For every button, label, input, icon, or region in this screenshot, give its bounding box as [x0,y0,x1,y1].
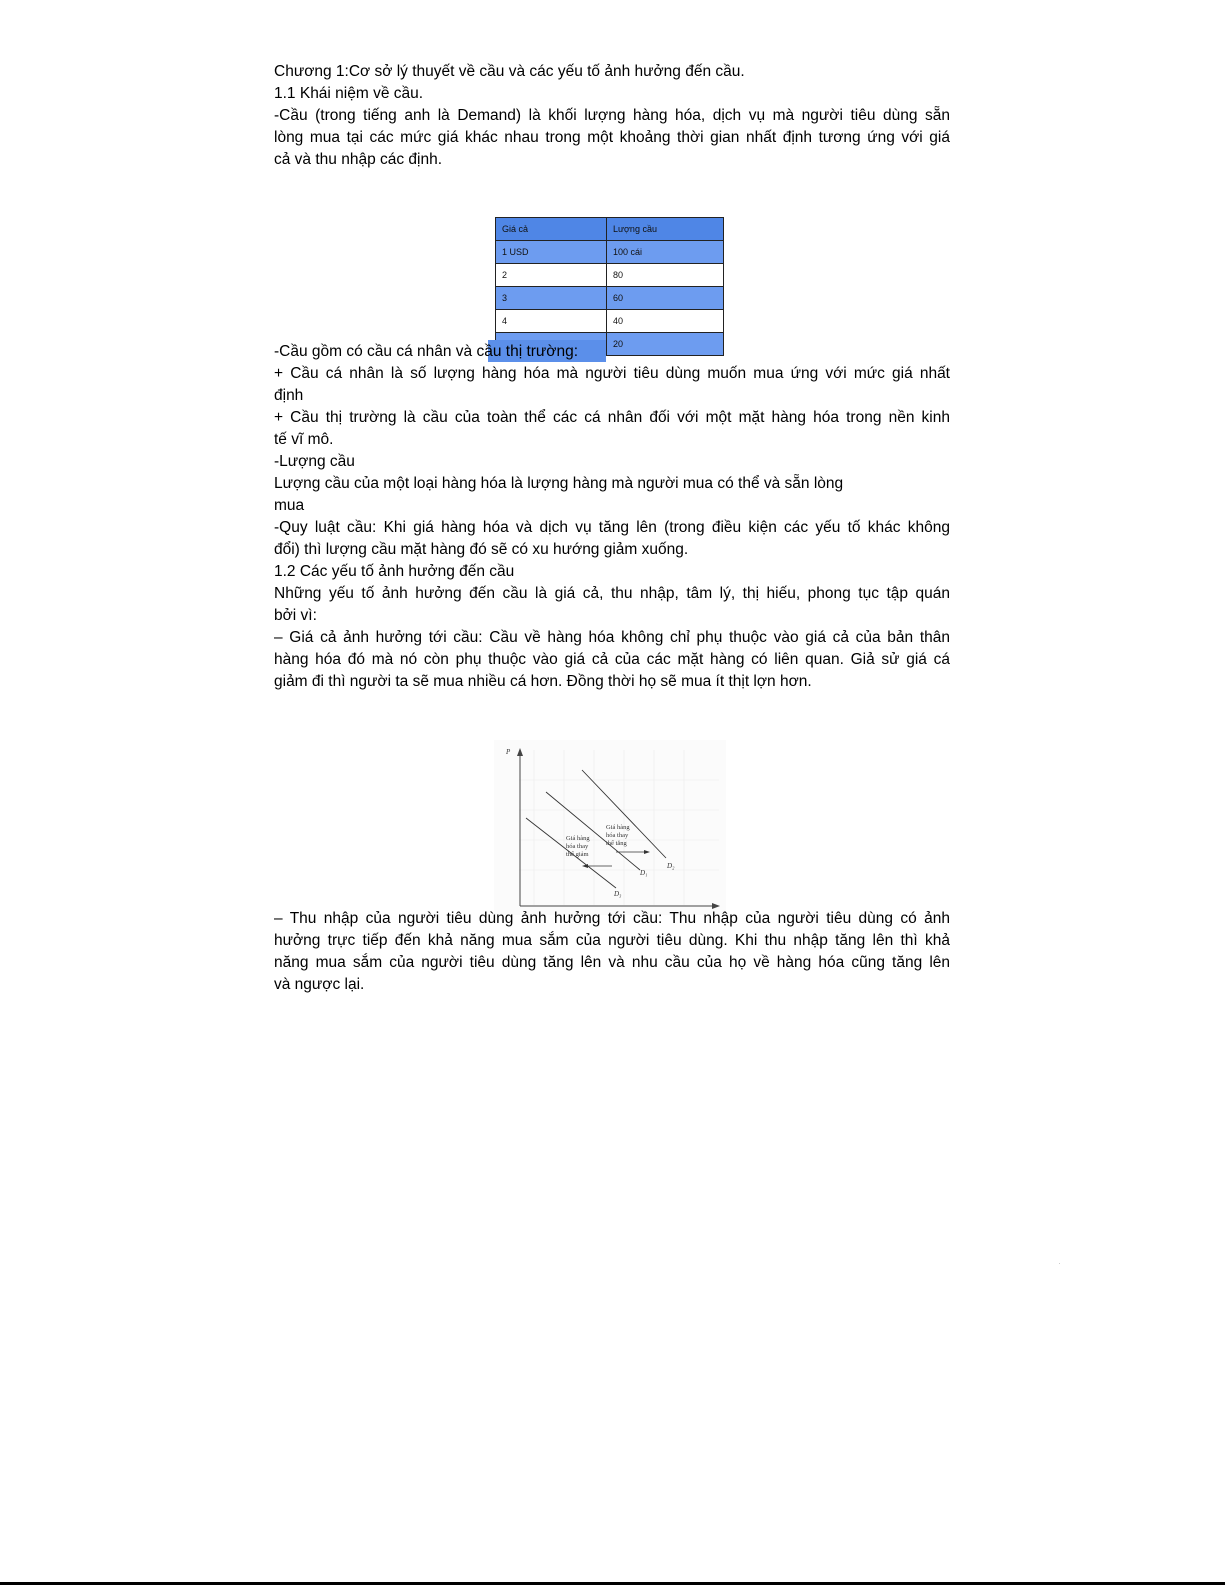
table-header-row [496,218,724,241]
quantity-demanded-line-1: Lượng cầu của một loại hàng hóa là lượng hàng mà người mua có thể và sẵn lòng [274,475,844,492]
table-cell: 20 [607,333,724,356]
table-cell: 40 [607,310,724,333]
curve-label-d1: D₁ [640,869,648,877]
individual-demand-line-1: + Cầu cá nhân là số lượng hàng hóa mà người tiêu dùng muốn mua ứng với mức giá nhất [274,365,950,382]
market-demand-line-2: tế vĩ mô. [274,431,334,448]
quantity-demanded-line-2: mua [274,497,305,514]
paragraph-definition-line-2: lòng mua tại các mức giá khác nhau trong một khoảng thời gian nhất định tương ứng với giá [274,129,950,146]
table-cell: 100 cái [607,241,724,264]
law-of-demand-line-2: đổi) thì lượng cầu mặt hàng đó sẽ có xu hướng giảm xuống. [274,541,689,558]
label-increase-3: thế tăng [606,840,627,847]
table-cell: 2 [496,264,607,287]
header-price: Giá cả [496,218,607,241]
price-factor-line-1: – Giá cả ảnh hưởng tới cầu: Cầu về hàng hóa không chỉ phụ thuộc vào giá cả của bản thân [274,629,950,646]
section-1-2-title: 1.2 Các yếu tố ảnh hưởng đến cầu [274,563,515,580]
law-of-demand-line-1: -Quy luật cầu: Khi giá hàng hóa và dịch vụ tăng lên (trong điều kiện các yếu tố khác không [274,519,950,536]
price-factor-line-2: hàng hóa đó mà nó còn phụ thuộc vào giá cả của các mặt hàng có liên quan. Giả sử giá cá [274,651,950,668]
section-1-1-title: 1.1 Khái niệm về cầu. [274,85,424,102]
curve-label-d2: D₂ [667,862,675,870]
income-factor-line-2: hưởng trực tiếp đến khả năng mua sắm của người tiêu dùng. Khi thu nhập tăng lên thì khả [274,932,950,949]
curve-label-d3: D₃ [614,890,622,898]
chapter-heading: Chương 1:Cơ sở lý thuyết về cầu và các yếu tố ảnh hưởng đến cầu. [274,63,745,80]
table-row [496,310,724,333]
demand-shift-svg [494,740,726,915]
demand-shift-diagram [494,740,726,915]
income-factor-line-1: – Thu nhập của người tiêu dùng ảnh hưởng tới cầu: Thu nhập của người tiêu dùng có ảnh [274,910,950,927]
paragraph-definition-line-3: cả và thu nhập các định. [274,151,443,168]
header-quantity: Lượng cầu [607,218,724,241]
demand-table [495,217,724,356]
table-cell: 60 [607,287,724,310]
scan-speck [1059,1263,1060,1264]
price-factor-line-3: giảm đi thì người ta sẽ mua nhiều cá hơn. Đồng thời họ sẽ mua ít thịt lợn hơn. [274,673,812,690]
individual-demand-line-2: định [274,387,304,404]
table-row [496,287,724,310]
table-cell: 80 [607,264,724,287]
table-row [496,241,724,264]
factors-line-1: Những yếu tố ảnh hưởng đến cầu là giá cả, thu nhập, tâm lý, thị hiếu, phong tục tập quán [274,585,950,602]
paragraph-definition-line-1: -Cầu (trong tiếng anh là Demand) là khối lượng hàng hóa, dịch vụ mà người tiêu dùng sẵn [274,107,950,124]
table-cell: 1 USD [496,241,607,264]
factors-line-2: bởi vì: [274,607,317,624]
label-decrease-2: hóa thay [566,843,589,850]
y-axis-label: P [506,748,511,756]
label-increase-2: hóa thay [606,832,629,839]
table-row [496,264,724,287]
income-factor-line-3: năng mua sắm của người tiêu dùng tăng lên và nhu cầu của họ về hàng hóa cũng tăng lên [274,954,950,971]
table-cell: 3 [496,287,607,310]
quantity-demanded-title: -Lượng cầu [274,453,355,470]
label-decrease-1: Giá hàng [566,835,590,842]
label-increase-1: Giá hàng [606,824,630,831]
income-factor-line-4: và ngược lại. [274,976,365,993]
demand-types-intro: -Cầu gồm có cầu cá nhân và cầu thị trường: [274,343,579,360]
market-demand-line-1: + Cầu thị trường là cầu của toàn thể các cá nhân đối với một mặt hàng hóa trong nền kinh [274,409,950,426]
table-cell: 4 [496,310,607,333]
label-decrease-3: thế giảm [566,851,589,858]
